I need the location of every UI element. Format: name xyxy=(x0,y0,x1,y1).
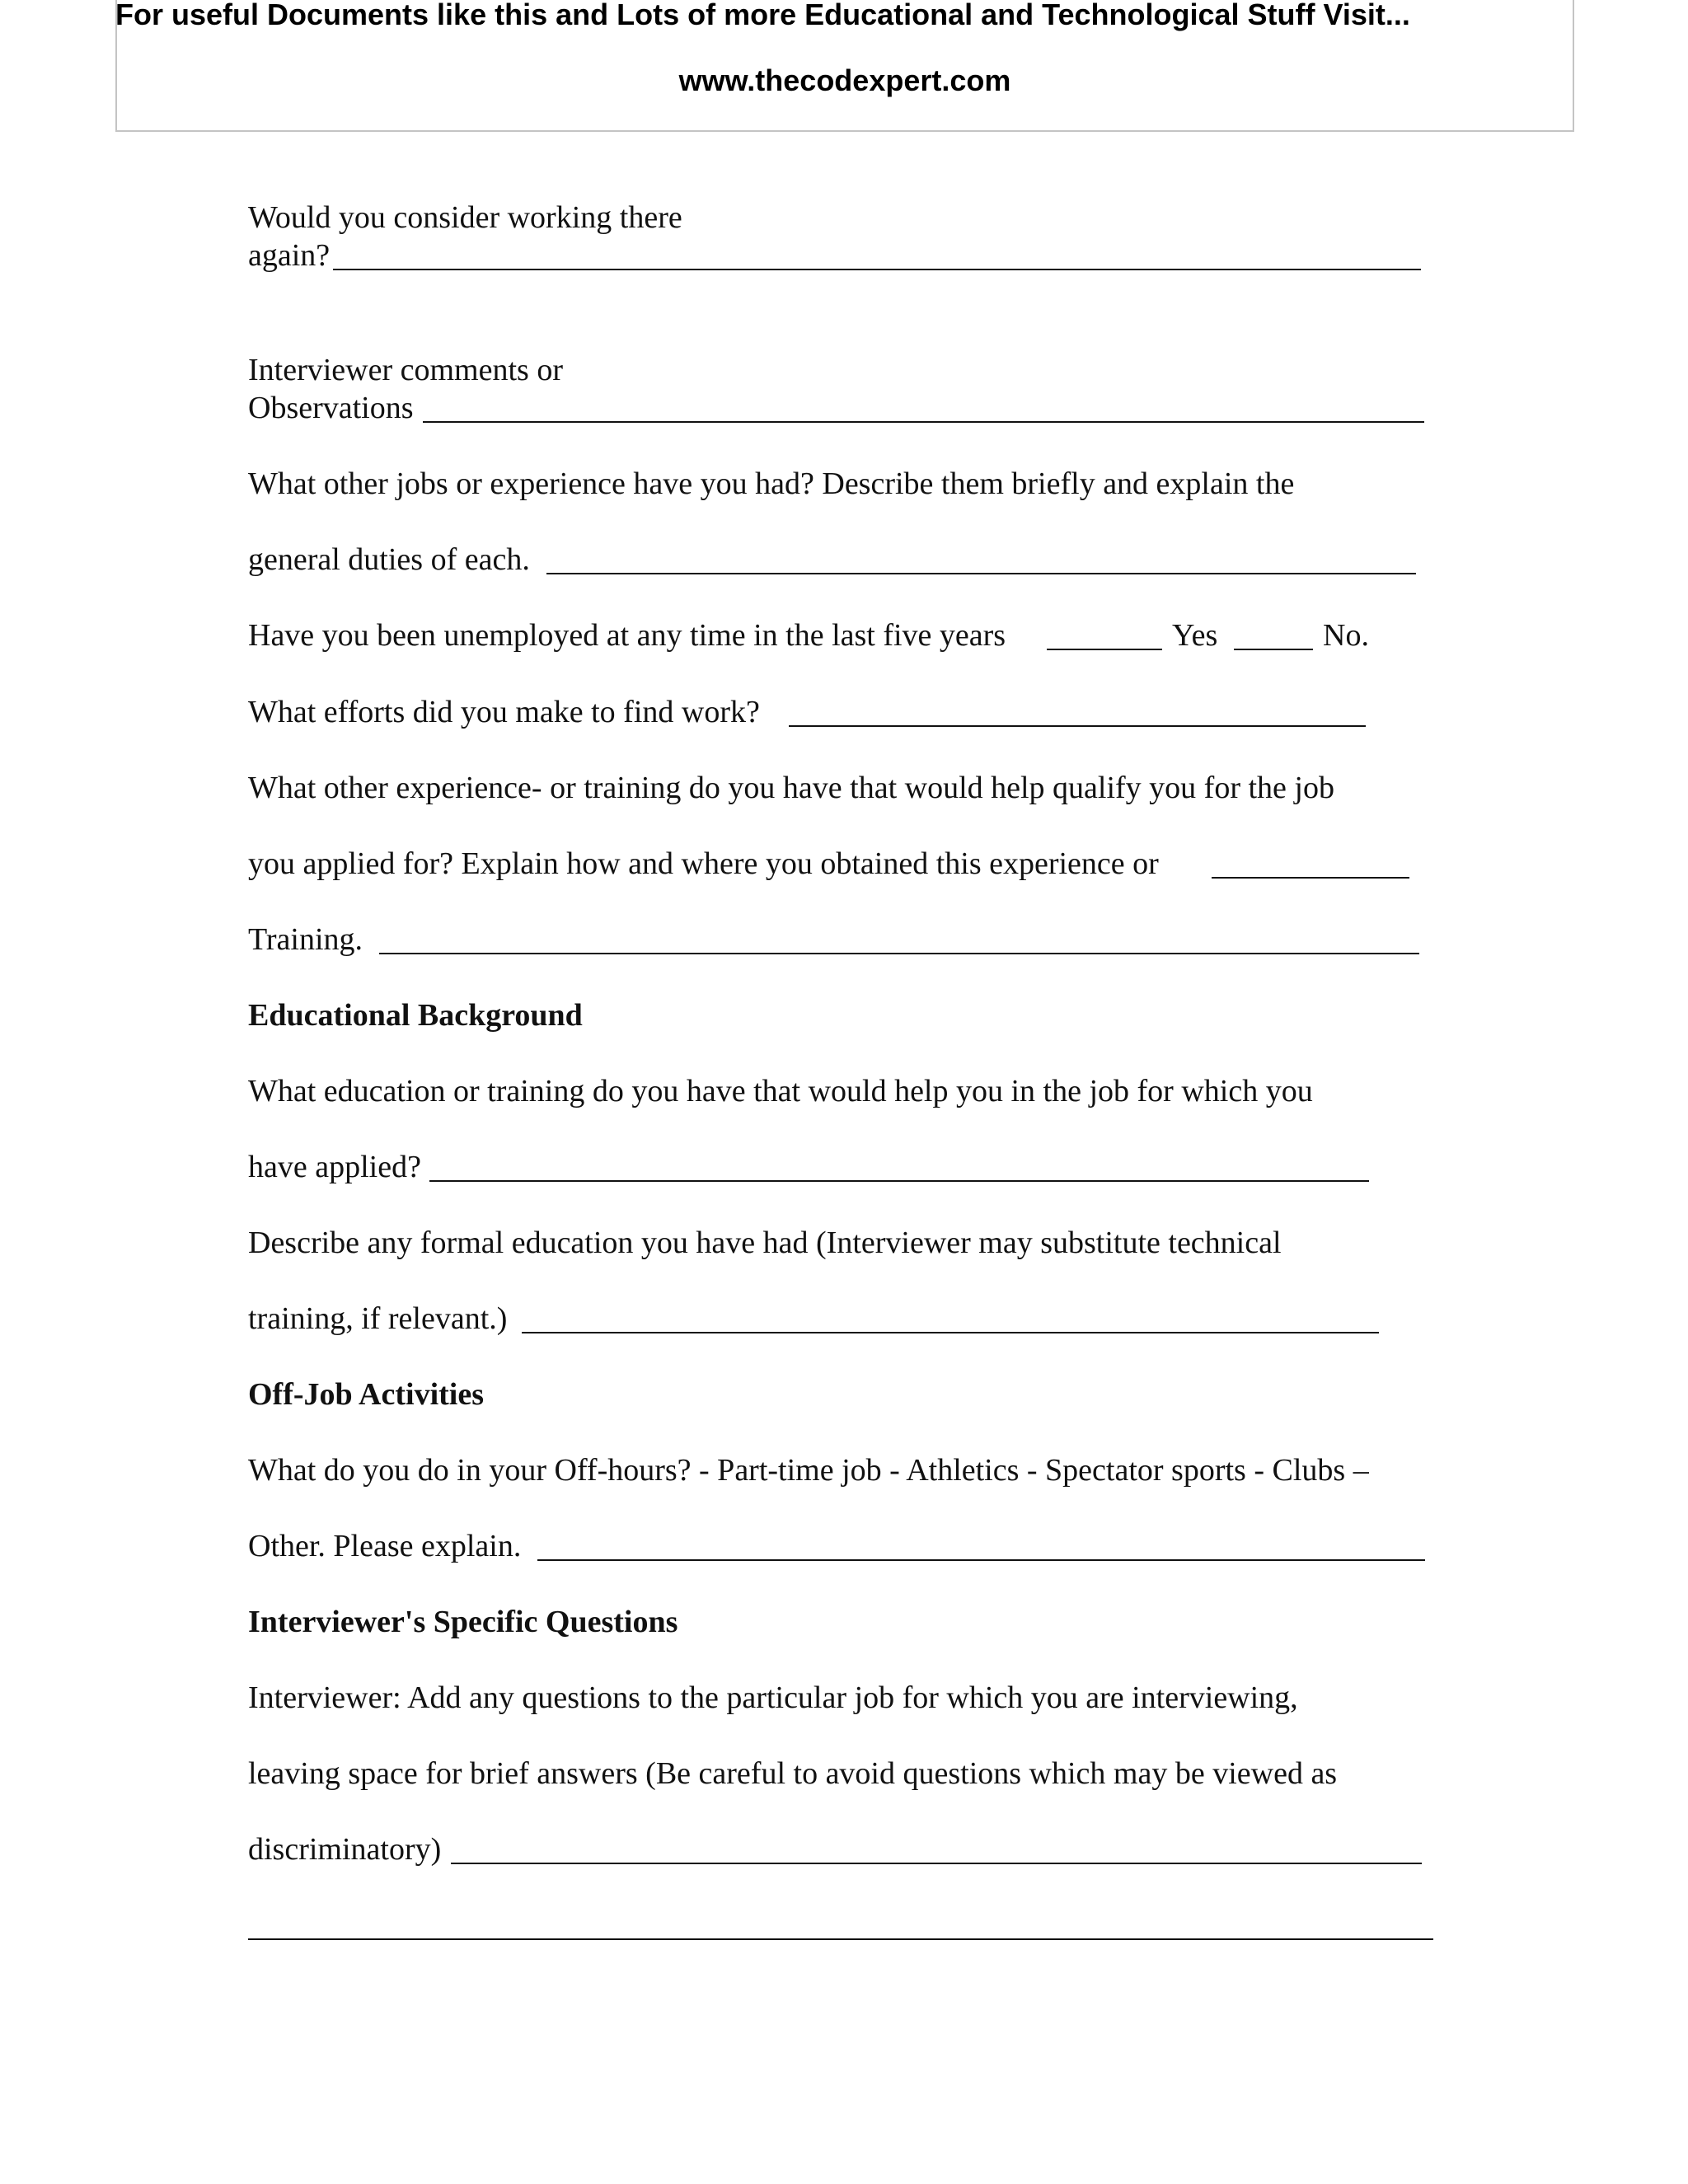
question-find-work: What efforts did you make to find work? xyxy=(248,695,760,729)
section-heading-education: Educational Background xyxy=(248,998,583,1033)
answer-line-observations[interactable] xyxy=(423,421,1424,423)
question-interviewer-comments-line2: Observations xyxy=(248,391,414,425)
question-other-jobs-line1: What other jobs or experience have you had? Describe them briefly and explain the xyxy=(248,466,1295,501)
question-interviewer-comments-line1: Interviewer comments or xyxy=(248,353,563,387)
question-work-again-line2: again? xyxy=(248,238,331,273)
answer-line-work-again[interactable] xyxy=(333,269,1421,270)
answer-line-find-work[interactable] xyxy=(789,725,1366,727)
question-education-line2: have applied? xyxy=(248,1150,421,1184)
instruction-interviewer-line1: Interviewer: Add any questions to the particular job for which you are interviewing, xyxy=(248,1680,1298,1715)
instruction-interviewer-line2: leaving space for brief answers (Be careful to avoid questions which may be viewed as xyxy=(248,1756,1338,1791)
option-no-label: No. xyxy=(1323,618,1369,653)
answer-blank-experience[interactable] xyxy=(1212,877,1409,879)
question-formal-education-line2: training, if relevant.) xyxy=(248,1301,508,1336)
question-off-hours-line1: What do you do in your Off-hours? - Part-time job - Athletics - Spectator sports - Clubs – xyxy=(248,1453,1369,1488)
question-other-training-line3: Training. xyxy=(248,922,363,957)
answer-line-applied[interactable] xyxy=(429,1180,1369,1182)
question-other-training-line2: you applied for? Explain how and where you obtained this experience or xyxy=(248,846,1159,881)
question-formal-education-line1: Describe any formal education you have had (Interviewer may substitute technical xyxy=(248,1226,1282,1260)
promo-banner xyxy=(115,0,1574,132)
section-heading-off-job: Off-Job Activities xyxy=(248,1377,485,1412)
promo-url[interactable]: www.thecodexpert.com xyxy=(678,63,1011,97)
instruction-interviewer-line3: discriminatory) xyxy=(248,1832,442,1867)
section-heading-interviewer-questions: Interviewer's Specific Questions xyxy=(248,1605,678,1639)
answer-line-off-hours[interactable] xyxy=(537,1559,1425,1561)
promo-text: For useful Documents like this and Lots of more Educational and Technological Stuff Visit... xyxy=(115,0,1410,31)
option-yes-label: Yes xyxy=(1172,618,1218,653)
question-other-training-line1: What other experience- or training do you have that would help qualify you for the job xyxy=(248,771,1334,805)
question-education-line1: What education or training do you have that would help you in the job for which you xyxy=(248,1074,1313,1108)
answer-line-general-duties[interactable] xyxy=(546,573,1416,574)
answer-blank-yes[interactable] xyxy=(1047,649,1162,650)
question-unemployed: Have you been unemployed at any time in the last five years xyxy=(248,618,1006,653)
answer-line-formal-education[interactable] xyxy=(522,1332,1379,1333)
answer-line-specific-questions[interactable] xyxy=(451,1863,1422,1864)
answer-line-extra[interactable] xyxy=(248,1938,1433,1940)
question-other-jobs-line2: general duties of each. xyxy=(248,542,530,577)
question-work-again-line1: Would you consider working there xyxy=(248,200,682,235)
question-off-hours-line2: Other. Please explain. xyxy=(248,1529,522,1563)
answer-line-training[interactable] xyxy=(379,953,1419,954)
answer-blank-no[interactable] xyxy=(1234,649,1313,650)
